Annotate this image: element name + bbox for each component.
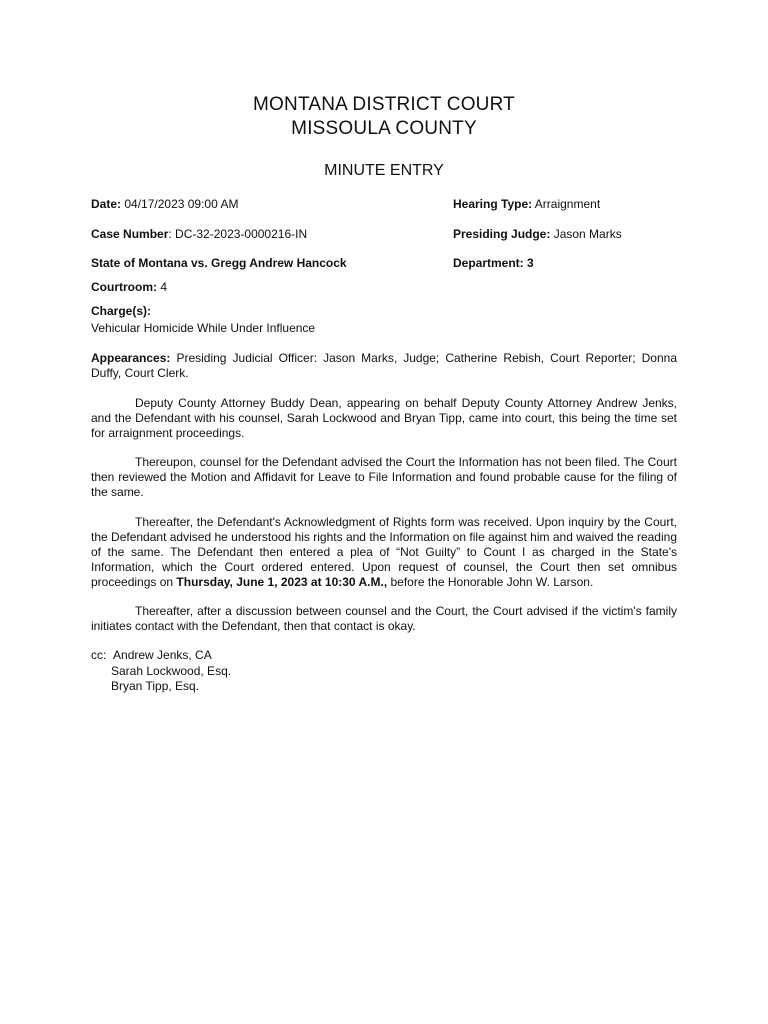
- paragraph-3: [91, 515, 677, 590]
- cc-row-3: [91, 679, 231, 695]
- courtroom-label: Courtroom:: [91, 280, 157, 294]
- appearances-text: Presiding Judicial Officer: Jason Marks, Judge; Catherine Rebish, Court Reporter; Donna Duffy, Court Clerk.: [91, 351, 677, 380]
- cc-recipient: Andrew Jenks, CA: [113, 648, 212, 662]
- cc-list: [91, 648, 231, 695]
- cc-recipient: Bryan Tipp, Esq.: [111, 679, 200, 693]
- presiding-judge-value: Jason Marks: [553, 227, 622, 241]
- cc-recipient: Sarah Lockwood, Esq.: [111, 663, 232, 678]
- paragraph-2: Thereupon, counsel for the Defendant advised the Court the Information has not been filed. The Court then reviewed the Motion and Affidavit for Leave to File Information and found probable cause for the filing of the same.: [91, 455, 677, 499]
- case-number-value: : DC-32-2023-0000216-IN: [168, 227, 308, 241]
- paragraph-2-block: [91, 455, 677, 500]
- appearances-block: [91, 351, 677, 381]
- document-title: MINUTE ENTRY: [324, 162, 444, 179]
- courtroom-field: [91, 280, 167, 295]
- charges-label: Charge(s):: [91, 304, 152, 318]
- case-number-label: Case Number: [91, 227, 169, 241]
- case-caption: State of Montana vs. Gregg Andrew Hancock: [91, 256, 347, 270]
- paragraph-1-block: [91, 396, 677, 441]
- hearing-type-label: Hearing Type:: [453, 197, 533, 211]
- presiding-judge-label: Presiding Judge:: [453, 227, 551, 241]
- cc-row-1: [91, 648, 231, 664]
- appearances-label: Appearances:: [91, 351, 171, 365]
- paragraph-3-text-end: before the Honorable John W. Larson.: [387, 575, 594, 589]
- omnibus-date: Thursday, June 1, 2023 at 10:30 A.M.,: [176, 575, 388, 589]
- hearing-type-value: Arraignment: [534, 197, 601, 211]
- paragraph-4-block: [91, 604, 677, 634]
- paragraph-1: Deputy County Attorney Buddy Dean, appearing on behalf Deputy County Attorney Andrew Jenks, and the Defendant with his counsel, Sarah Lockwood and Bryan Tipp, came into court, this being the time set for arraignment proceedings.: [91, 396, 677, 440]
- presiding-judge-field: [453, 227, 622, 242]
- paragraph-3-text-start: Thereafter, the Defendant's Acknowledgment of Rights form was received. Upon inquiry by the Court, the Defendant advised he understood his rights and the Information on file against him and waived the reading of the same. The Defendant then entered a plea of “Not Guilty” to Count I as charged in the State's Information, which the Court ordered entered. Upon request of counsel, the Court then set omnibus proceedings on: [91, 515, 677, 589]
- date-label: Date:: [91, 197, 122, 211]
- cc-prefix: cc:: [91, 648, 107, 662]
- date-value: 04/17/2023 09:00 AM: [124, 197, 239, 211]
- charges-value: Vehicular Homicide While Under Influence: [91, 321, 316, 335]
- department-field: Department: 3: [453, 256, 534, 270]
- courtroom-value: 4: [160, 280, 168, 294]
- case-number-field: [91, 227, 307, 242]
- date-field: [91, 197, 238, 212]
- hearing-type-field: [453, 197, 600, 212]
- paragraph-3-block: [91, 515, 677, 590]
- county-name: MISSOULA COUNTY: [291, 118, 477, 139]
- cc-row-2: [91, 664, 231, 680]
- paragraph-4: Thereafter, after a discussion between counsel and the Court, the Court advised if the victim's family initiates contact with the Defendant, then that contact is okay.: [91, 604, 677, 633]
- court-name: MONTANA DISTRICT COURT: [253, 94, 515, 115]
